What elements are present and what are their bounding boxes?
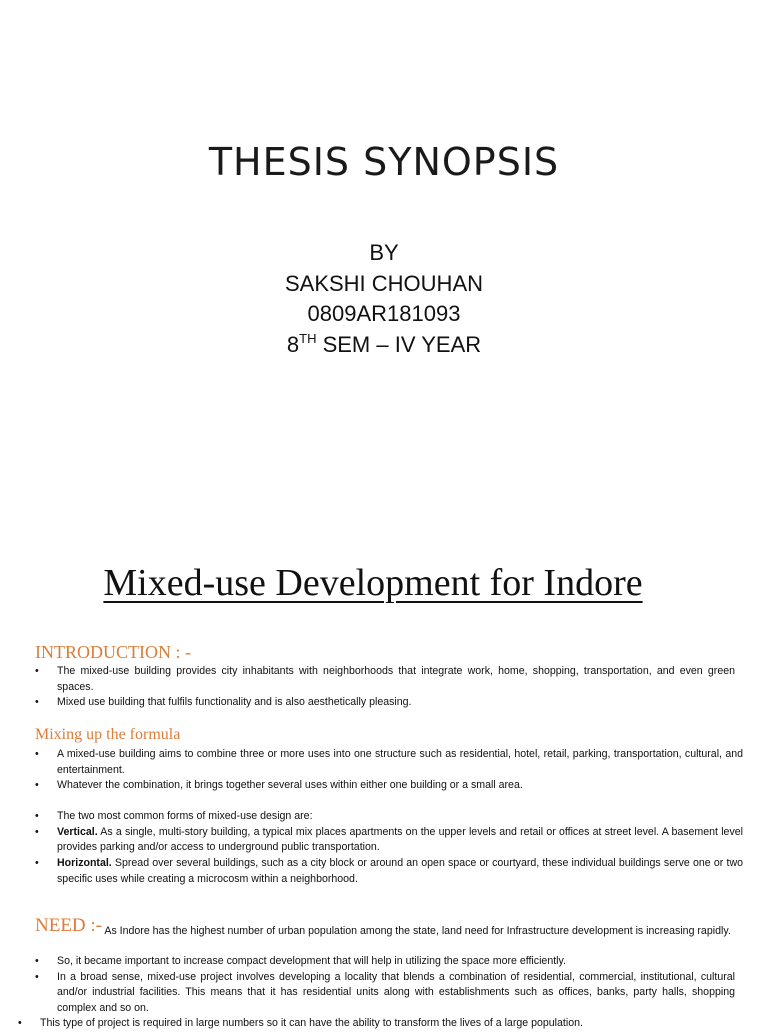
forms-list	[35, 809, 743, 888]
author-block	[0, 238, 768, 360]
list-item-vertical	[35, 825, 743, 856]
need-list	[35, 954, 735, 1017]
vertical-text: As a single, multi-story building, a typical mix places apartments on the upper levels and retail or offices at street level. A basement level provides parking and/or access to underground public transportation.	[57, 825, 743, 854]
introduction-heading: INTRODUCTION : -	[35, 642, 191, 662]
mixing-heading: Mixing up the formula	[35, 726, 181, 743]
semester-ordinal: TH	[299, 330, 317, 346]
list-item-horizontal	[35, 856, 743, 887]
author-name: SAKSHI CHOUHAN	[284, 270, 484, 296]
list-item: • Whatever the combination, it brings together several uses within either one building or a small area.	[35, 778, 743, 794]
need-intro	[35, 921, 735, 940]
list-item: • So, it became important to increase compact development that will help in utilizing the space more efficiently.	[35, 954, 735, 970]
roll-number: 0809AR181093	[307, 301, 461, 326]
need-heading: NEED :-	[35, 915, 103, 936]
list-item: • In a broad sense, mixed-use project involves developing a locality that blends a combination of residential, commercial, institutional, cultural and/or industrial facilities. This means that it has residential units along with establishments such as offices, banks, party halls, shopping complex and so on.	[35, 970, 735, 1017]
mixing-list	[35, 747, 743, 794]
need-intro-text: As Indore has the highest number of urban population among the state, land need for Infrastructure development is increasing rapidly.	[104, 925, 731, 937]
semester-line	[0, 330, 768, 361]
list-item: • The two most common forms of mixed-use design are:	[35, 809, 743, 825]
list-item: • The mixed-use building provides city inhabitants with neighborhoods that integrate work, home, shopping, transportation, and even green spaces.	[35, 664, 735, 695]
cover-title: THESIS SYNOPSIS	[208, 140, 560, 184]
introduction-list	[35, 664, 735, 711]
horizontal-text: Spread over several buildings, such as a city block or around an open space or courtyard, these individual buildings serve one or two specific uses while creating a microcosm within a neighborhood.	[57, 857, 743, 885]
project-title: Mixed-use Development for Indore	[103, 562, 643, 604]
vertical-label: Vertical.	[57, 825, 98, 838]
by-label: BY	[369, 240, 399, 265]
semester-text: SEM – IV YEAR	[316, 331, 482, 357]
horizontal-label: Horizontal.	[57, 857, 112, 870]
semester-number: 8	[286, 331, 300, 357]
list-item: • Mixed use building that fulfils functionality and is also aesthetically pleasing.	[35, 695, 735, 711]
list-item: • A mixed-use building aims to combine three or more uses into one structure such as residential, hotel, retail, parking, transportation, cultural, and entertainment.	[35, 747, 743, 778]
list-item: • This type of project is required in large numbers so it can have the ability to transform the lives of a large population.	[18, 1016, 738, 1032]
